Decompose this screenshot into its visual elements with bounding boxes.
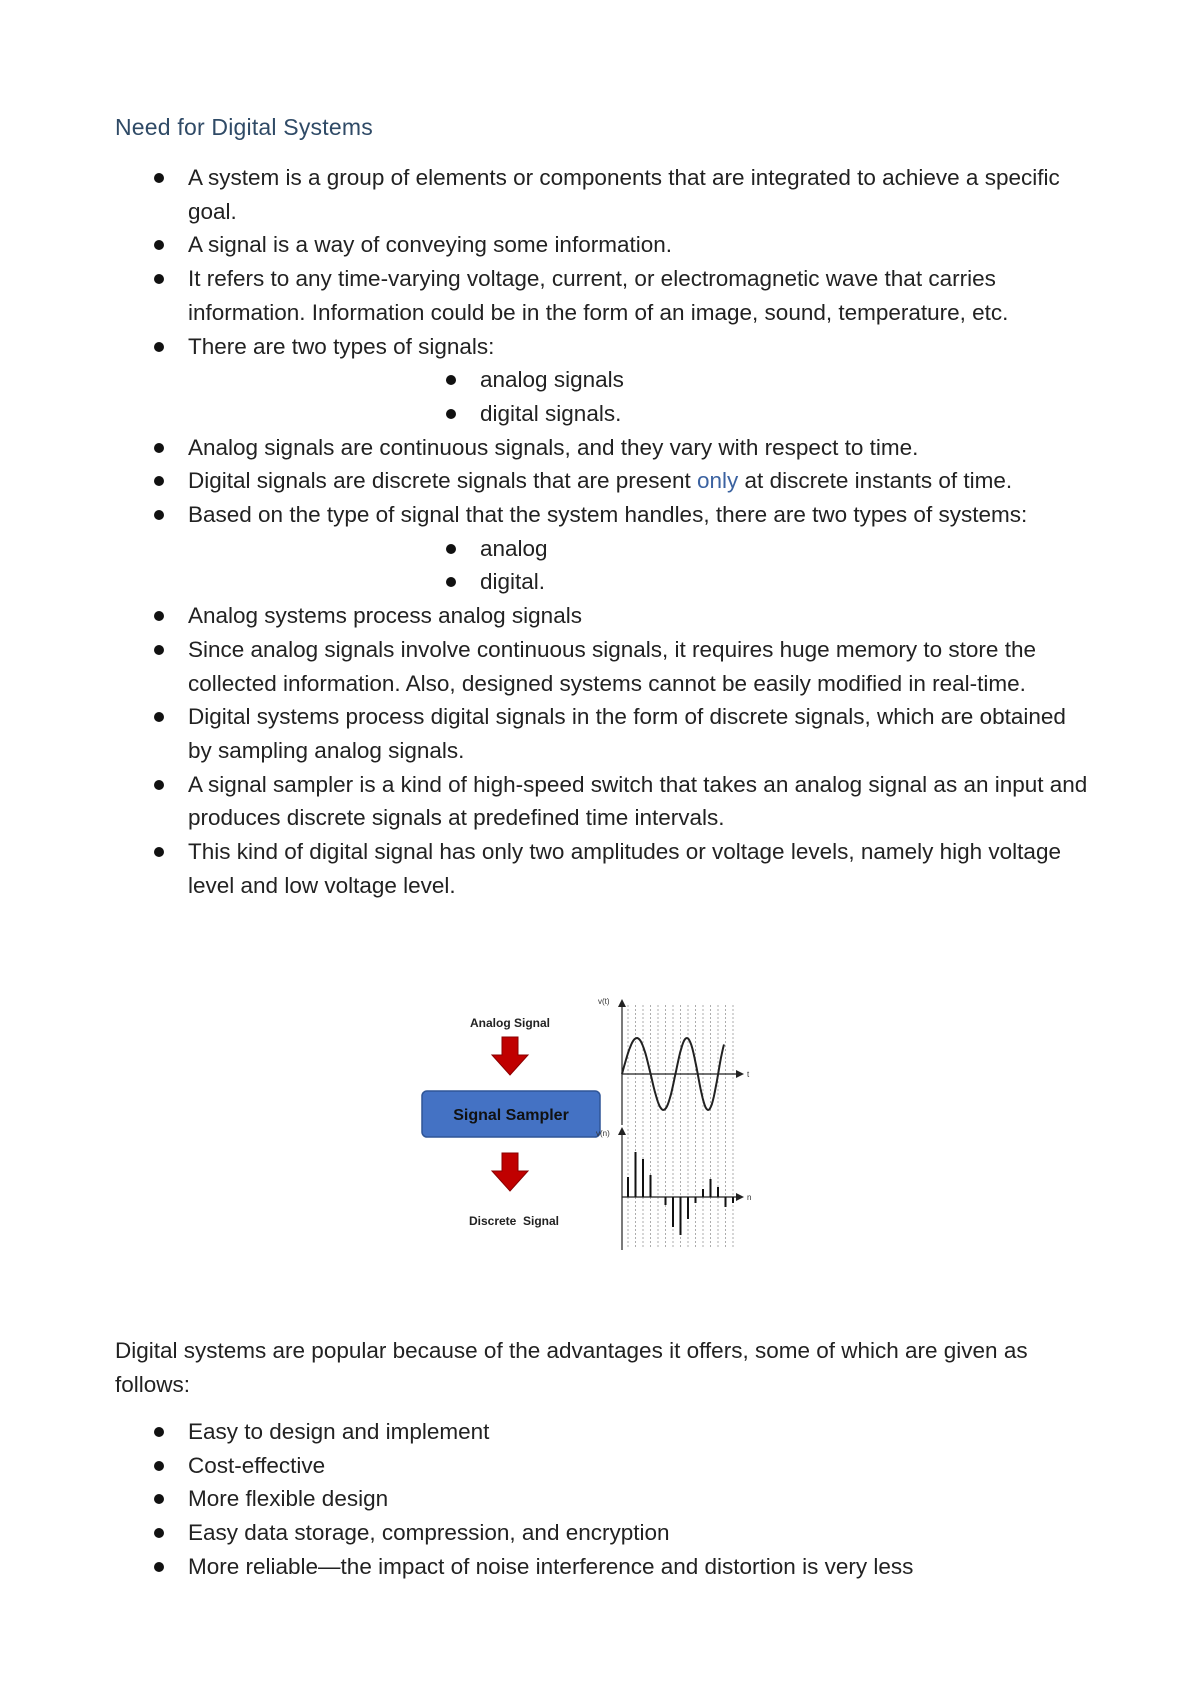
page-title: Need for Digital Systems [115,114,373,140]
signal-sampler-figure [410,985,790,1255]
advantages-intro: Digital systems are popular because of the advantages it offers, some of which are given as follows: [115,1338,1028,1397]
signal-sampler-label: Signal Sampler [453,1107,569,1124]
vn-axis-label: v(n) [596,1129,610,1138]
list-item [115,498,1095,599]
list-item: analog signals [188,363,1095,397]
analog-signal-label: Analog Signal [469,1016,551,1030]
vt-axis-label: v(t) [598,997,610,1006]
list-item: Analog signals are continuous signals, and they vary with respect to time. [115,431,1095,465]
list-item-text: There are two types of signals: [188,333,495,359]
list-item: A system is a group of elements or components that are integrated to achieve a specific goal. [115,161,1095,228]
list-item: A signal sampler is a kind of high-speed switch that takes an analog signal as an input and produces discrete signals at predefined time intervals. [115,768,1095,835]
list-item: A signal is a way of conveying some information. [115,228,1095,262]
discrete-signal-label: Discrete Signal [468,1214,560,1228]
down-arrow-icon [492,1153,528,1191]
n-axis-label: n [747,1193,752,1202]
vn-y-axis-arrow-icon [618,1127,626,1135]
list-item [115,330,1095,431]
list-item: It refers to any time-varying voltage, current, or electromagnetic wave that carries information. Information could be in the form of an image, sound, temperature, etc. [115,262,1095,329]
advantage-item: Easy to design and implement [115,1415,1095,1449]
advantage-item: More flexible design [115,1482,1095,1516]
down-arrow-icon [492,1037,528,1075]
list-item: digital. [188,565,1095,599]
advantage-item: Easy data storage, compression, and encryption [115,1516,1095,1550]
list-item: digital signals. [188,397,1095,431]
list-item: Digital systems process digital signals in the form of discrete signals, which are obtained by sampling analog signals. [115,700,1095,767]
t-axis-label: t [747,1070,750,1079]
advantages-list [115,1415,1095,1584]
list-item: analog [188,532,1095,566]
vn-x-axis-arrow-icon [736,1193,744,1201]
vt-x-axis-arrow-icon [736,1070,744,1078]
list-item [115,464,1095,498]
highlighted-word: only [697,468,739,494]
list-item: Since analog signals involve continuous signals, it requires huge memory to store the collected information. Also, designed systems cannot be easily modified in real-time. [115,633,1095,700]
list-item: Analog systems process analog signals [115,599,1095,633]
concept-list [115,161,1095,902]
signal-types-list [188,363,1095,430]
list-item-text: at discrete instants of time. [738,468,1013,494]
vt-y-axis-arrow-icon [618,999,626,1007]
list-item-text: Based on the type of signal that the system handles, there are two types of systems: [188,502,1028,528]
list-item: This kind of digital signal has only two amplitudes or voltage levels, namely high voltage level and low voltage level. [115,835,1095,902]
advantage-item: More reliable—the impact of noise interference and distortion is very less [115,1550,1095,1584]
advantage-item: Cost-effective [115,1449,1095,1483]
list-item-text: Digital signals are discrete signals that are present [188,468,698,494]
system-types-list [188,532,1095,599]
